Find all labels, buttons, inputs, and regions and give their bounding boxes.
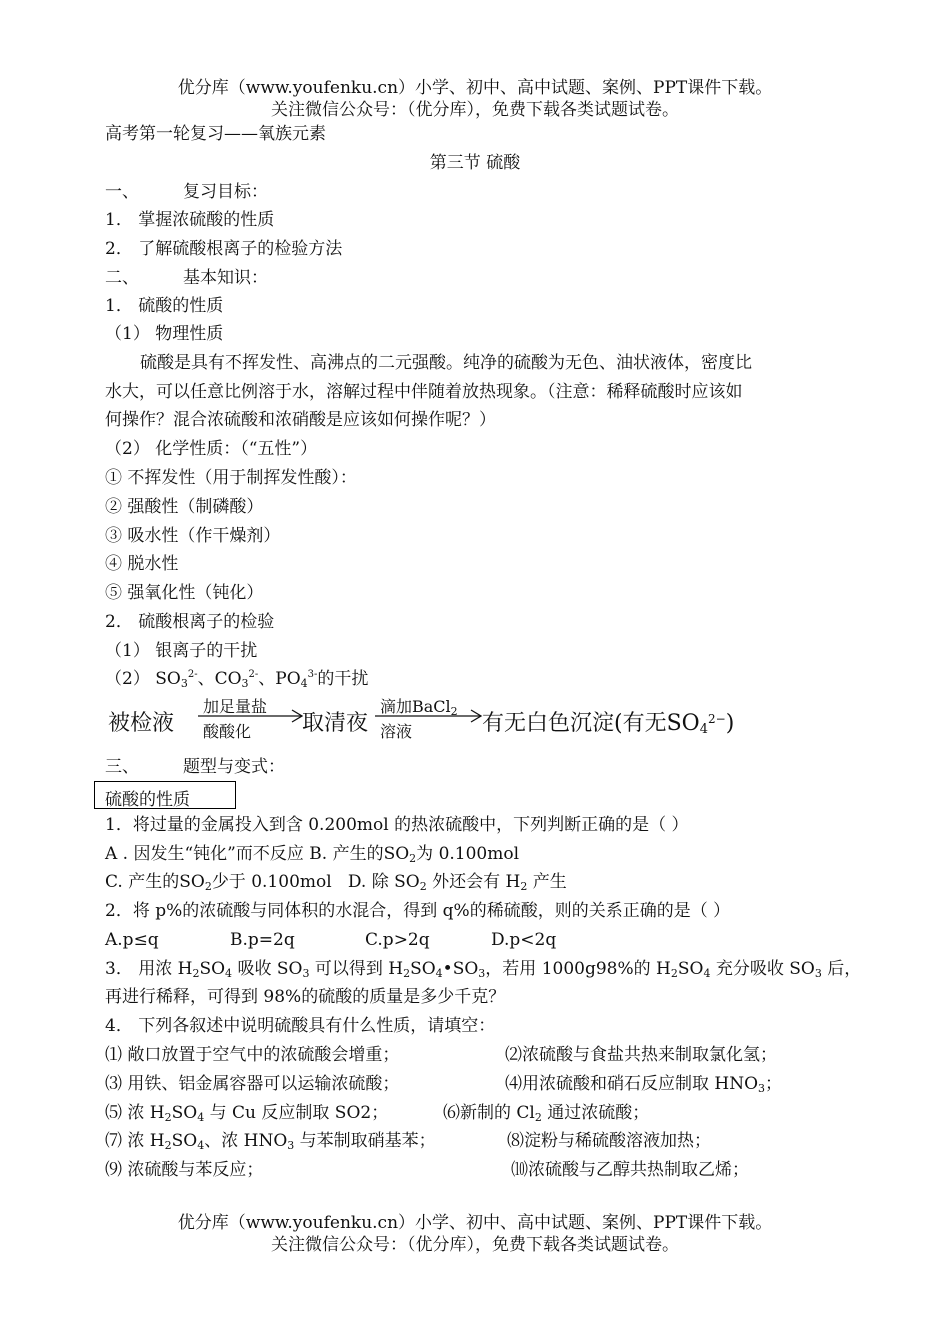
knowledge-2-2-prefix: （2） (105, 669, 156, 689)
q4-item-5: ⑸ 浓 $H_2SO_4$ 与 Cu 反应制取 SO2； (105, 1103, 389, 1124)
flow-arrow2-top-label: 滴加BaCl$_2$ (380, 697, 458, 718)
part-one-heading (105, 181, 268, 203)
part-three-heading (105, 756, 285, 778)
flow-end: 有无白色沉淀(有无$SO_4^{2-}$) (482, 711, 735, 737)
physical-paragraph-line-1: 硫酸是具有不挥发性、高沸点的二元强酸。纯净的硫酸为无色、油状液体，密度比 (140, 353, 752, 373)
part-one-title: 复习目标： (183, 182, 268, 202)
property-item-3: ③ 吸水性（作干燥剂） (105, 526, 281, 546)
knowledge-2-2-suffix: 的干扰 (317, 669, 369, 689)
q4-item-10: ⑽浓硫酸与乙醇共热制取乙烯； (511, 1160, 749, 1180)
physical-paragraph-line-3: 何操作？混合浓硫酸和浓硝酸是应该如何操作呢？） (105, 410, 496, 430)
question-3-line-2: 再进行稀释，可得到 98%的硫酸的质量是多少千克？ (105, 987, 506, 1007)
property-item-5: ⑤ 强氧化性（钝化） (105, 583, 264, 603)
q4-item-4: ⑷用浓硫酸和硝石反应制取 $HNO_3$； (505, 1074, 783, 1095)
knowledge-2: 2． 硫酸根离子的检验 (105, 612, 275, 632)
header-line-2: 关注微信公众号：（优分库），免费下载各类试题试卷。 (271, 100, 679, 120)
flow-start: 被检液 (108, 711, 175, 736)
q4-item-3: ⑶ 用铁、铝金属容器可以运输浓硫酸； (105, 1074, 400, 1094)
knowledge-2-1: （1） 银离子的干扰 (105, 641, 258, 661)
q4-item-8: ⑻淀粉与稀硫酸溶液加热； (507, 1131, 711, 1151)
doc-title: 高考第一轮复习——氧族元素 (105, 124, 326, 144)
q4-item-6: ⑹新制的 $Cl_2$ 通过浓硫酸； (443, 1103, 650, 1124)
question-1: 1．将过量的金属投入到含 0.200mol 的热浓硫酸中，下列判断正确的是（ ） (105, 815, 689, 835)
part-two-num: 二、 (105, 268, 139, 288)
q4-item-1: ⑴ 敞口放置于空气中的浓硫酸会增重； (105, 1045, 400, 1065)
part-three-title: 题型与变式： (183, 757, 285, 777)
question-4: 4． 下列各叙述中说明硫酸具有什么性质，请填空： (105, 1016, 496, 1036)
topic-box (94, 781, 236, 809)
q2-option-d: D.p<2q (491, 930, 557, 950)
property-item-2: ② 强酸性（制磷酸） (105, 497, 264, 517)
q4-item-2: ⑵浓硫酸与食盐共热来制取氯化氢； (505, 1045, 777, 1065)
knowledge-1-2: （2） 化学性质：（“五性”） (105, 439, 318, 459)
section-title: 第三节 硫酸 (429, 153, 521, 173)
part-one-num: 一、 (105, 182, 139, 202)
q2-option-a: A.p≤q (105, 930, 159, 950)
question-1-options-ab: A . 因发生“钝化”而不反应 B. 产生的$SO_2$为 0.100mol (105, 844, 520, 865)
topic-box-label: 硫酸的性质 (105, 790, 190, 810)
header-line-1: 优分库（www.youfenku.cn）小学、初中、高中试题、案例、PPT课件下载。 (177, 78, 773, 98)
flow-middle: 取清夜 (302, 711, 369, 736)
question-1-options-cd: C. 产生的$SO_2$少于 0.100mol D. 除 $SO_2$ 外还会有 $H_2$ 产生 (105, 872, 567, 893)
flow-arrow1-top-label: 加足量盐 (203, 697, 268, 716)
question-2-options (105, 929, 556, 951)
q2-option-b: B.p=2q (230, 930, 295, 950)
goal-1: 1． 掌握浓硫酸的性质 (105, 210, 275, 230)
flow-arrow2-bottom-label: 溶液 (380, 722, 413, 741)
footer-line-1: 优分库（www.youfenku.cn）小学、初中、高中试题、案例、PPT课件下载。 (177, 1213, 773, 1233)
question-3-line-1: 3． 用浓 $H_2SO_4$ 吸收 $SO_3$ 可以得到 $H_2SO_4•SO_3$，若用 1000g98%的 $H_2SO_4$ 充分吸收 $SO_3$ 后， (105, 959, 862, 980)
property-item-4: ④ 脱水性 (105, 554, 179, 574)
question-2: 2．将 p%的浓硫酸与同体积的水混合，得到 q%的稀硫酸，则的关系正确的是（ ） (105, 901, 731, 921)
q4-item-9: ⑼ 浓硫酸与苯反应； (105, 1160, 264, 1180)
q4-item-7: ⑺ 浓 $H_2SO_4$、浓 $HNO_3$ 与苯制取硝基苯； (105, 1131, 436, 1152)
footer-line-2: 关注微信公众号：（优分库），免费下载各类试题试卷。 (271, 1235, 679, 1255)
part-three-num: 三、 (105, 757, 139, 777)
sulfate-test-flow (108, 694, 808, 744)
knowledge-1-1: （1） 物理性质 (105, 324, 224, 344)
knowledge-1: 1． 硫酸的性质 (105, 296, 224, 316)
q2-option-c: C.p>2q (365, 930, 430, 950)
flow-arrow1-bottom-label: 酸酸化 (203, 722, 252, 741)
goal-2: 2． 了解硫酸根离子的检验方法 (105, 239, 343, 259)
part-two-title: 基本知识： (183, 268, 268, 288)
physical-paragraph-line-2: 水大，可以任意比例溶于水，溶解过程中伴随着放热现象。（注意：稀释硫酸时应该如 (105, 382, 743, 402)
property-item-1: ① 不挥发性（用于制挥发性酸）： (105, 468, 357, 488)
knowledge-2-2: （2） $SO_3^{2-}$、$CO_3^{2-}$、$PO_4^{3-}$的干扰 (105, 669, 369, 690)
part-two-heading (105, 267, 268, 289)
